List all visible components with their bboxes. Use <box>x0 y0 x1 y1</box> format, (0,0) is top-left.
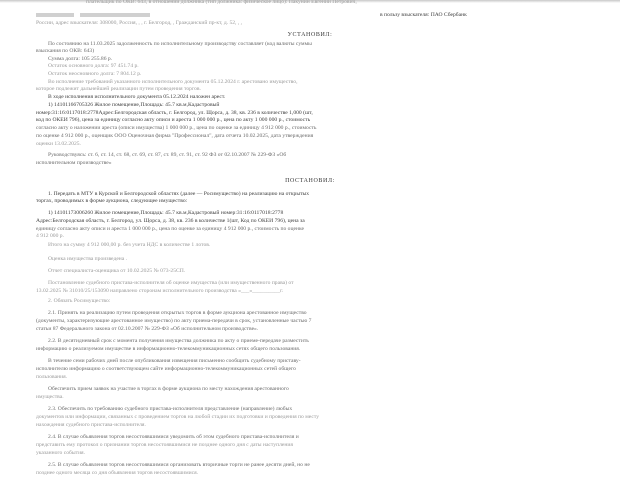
transfer-clause-cont: торгах, проводимых в форме аукциона, следующее имущество: <box>36 198 188 204</box>
debt-status-text-cont: взыскания по ОКВ: 643) <box>36 48 95 54</box>
property-item-line-4: согласно акту о наложении ареста (описи имущества) 1 000 000 р., цена по оценке за единицу 4 912 000 р., стоимость <box>36 125 317 131</box>
section-heading-established: УСТАНОВИЛ: <box>287 32 333 38</box>
section-heading-resolved: ПОСТАНОВИЛ: <box>285 178 335 184</box>
clause-2-1-cont2: статьи 87 Федерального закона от 02.10.2007 № 229-ФЗ «Об исполнительном производстве». <box>36 326 259 332</box>
transfer-clause: 1. Передать в МТУ в Курской и Белгородской областях (далее — Росимущество) на реализацию на открытых <box>48 191 310 197</box>
valuation-report-text: Отчет специалиста-оценщика от 10.02.2025 № 073-25СП. <box>48 268 186 274</box>
clause-applications: Обеспечить прием заявок на участие в торгах в форме аукциона по месту нахождения арестованного <box>48 386 289 392</box>
clause-notify-cont: исполнителю информацию о соответствующем сайте информационно-телекоммуникационных сетей общего <box>36 366 296 372</box>
claimant-address: России, адрес взыскателя: 308000, Россия, , , г. Белгород, , Гражданский пр-кт, д. 52, , , <box>36 20 243 26</box>
clause-2-4-cont2: указанного события. <box>36 450 86 456</box>
clause-notify-cont2: пользования. <box>36 374 68 380</box>
auction-item-line-3: единицу согласно акту описи и ареста 1 000 000 р., цена по оценке за единицу 4 912 000 р., стоимость по оценке <box>36 226 305 232</box>
debt-sum-fee: Остаток неосновного долга: 7 804.12 р. <box>48 71 142 77</box>
auction-item-line-1: 1) 14101173006260 Жилое помещение,Площадь: 45.7 кв.м,Кадастровый номер:31:16:0117018:2778 <box>48 210 284 216</box>
clause-2-2: 2.2. В десятидневный срок с момента получения имущества должника по акту о приеме-передаче разместить <box>48 338 309 344</box>
debt-sum-total: Сумма долга: 105 255.86 р. <box>48 56 113 62</box>
property-item-line-3: код по ОКЕИ 796), цена за единицу согласно акту описи и ареста 1 000 000 р., цена по акту 1 000 000 р., стоимость <box>36 117 311 123</box>
clause-2-4-cont: представить ему протокол о признании торгов несостоявшимися не позднее одного дня с даты наступления <box>36 442 293 448</box>
claimant-line: в пользу взыскателя: ПАО Сбербанк <box>380 12 467 18</box>
clause-2-1-cont: (документы, характеризующие арестованное имущество) по акту приема-передачи в срок, установленные частью 7 <box>36 318 312 324</box>
clause-2-5-cont: позднее одного месяца со дня объявления торгов несостоявшимися. <box>36 470 199 476</box>
clause-2-4: 2.4. В случае объявления торгов несостоявшимися уведомить об этом судебного пристава-исполнителя и <box>48 434 299 440</box>
property-item-line-1: 1) 14101166705326 Жилое помещение,Площадь: 45.7 кв.м,Кадастровый <box>48 102 220 108</box>
valuation-text: Оценка имущества произведена . <box>48 256 128 262</box>
property-item-line-5: по оценке 4 912 000 р., оценщик ООО Оценочная фирма "Профессионал", дата отчета 10.02.2025, дата утверждения <box>36 133 314 139</box>
property-item-line-6: оценки 13.02.2025. <box>36 141 81 147</box>
clause-2-3-cont: документов или информации, связанных с проведением торгов на любой стадии их подготовки и проведения по месту <box>36 414 320 420</box>
debtor-line: плательщик по ОКВ: 643, в отношении должника (тип должника: физическое лицо): Пакунин Евгений Петрович, <box>86 0 357 5</box>
clause-2-3: 2.3. Обеспечить по требованию судебного пристава-исполнителя представление (направление) любых <box>48 406 293 412</box>
legal-basis-text-cont: исполнительном производстве» <box>36 160 112 166</box>
clause-2-1: 2.1. Принять на реализацию путем проведения открытых торгов в форме аукциона арестованное имущество <box>48 310 307 316</box>
resolution-text: Постановление судебного пристава-исполнителя об оценке имущества (или имущественного права) от <box>48 280 294 286</box>
debt-sum-main: Остаток основного долга: 97 451.74 р. <box>48 63 139 69</box>
obligation-heading: 2. Обязать Росимущество: <box>48 298 111 304</box>
legal-basis-text: Руководствуясь: ст. 6, ст. 14, ст. 68, ст. 69, ст. 87, ст. 89, ст. 91, ст. 92 ФЗ от 02.10.2007 № 229-ФЗ «Об <box>48 152 287 158</box>
clause-applications-cont: имущества. <box>36 394 64 400</box>
auction-item-line-2: Адрес:Белгородская область, г. Белгород, ул. Щорса, д. 38, кв. 236 в количестве 1(шт, Код по ОКЕИ 796), цена за <box>36 218 305 224</box>
clause-2-3-cont2: нахождения судебного пристава-исполнителя. <box>36 422 146 428</box>
redacted-text <box>36 12 150 18</box>
resolution-text-cont: 13.02.2025 № 31010/25/153090 направлено сторонам исполнительного производства «___»__________г. <box>36 288 284 294</box>
clause-2-5: 2.5. В случае объявления торгов несостоявшимися организовать вторичные торги не ранее десяти дней, но не <box>48 462 310 468</box>
auction-item-line-4: 4 912 000 р. <box>36 233 64 239</box>
clause-2-2-cont: информацию о реализуемом имуществе в информационно-телекоммуникационных сетях общего пользования. <box>36 346 301 352</box>
property-item-line-2: номер:31:16:0117018:2778Адрес:Белгородская область, г. Белгород, ул. Щорса, д. 38, кв. 236 в количестве 1,000 (шт, <box>36 110 313 116</box>
debt-status-text: По состоянию на 11.03.2025 задолженность по исполнительному производству составляет (код валюты суммы <box>48 41 312 47</box>
arrest-text-cont: которое подлежит дальнейшей реализации путем проведения торгов. <box>36 86 201 92</box>
clause-notify: В течение семи рабочих дней после опубликования извещения письменно сообщить судебному приставу- <box>48 358 301 364</box>
arrest-text: Во исполнение требований указанного исполнительного документа 05.12.2024 г. арестовано имущество, <box>48 79 298 85</box>
total-sum-text: Итого на сумму 4 912 000,00 р. без учета НДС в количестве 1 лотов. <box>48 242 211 248</box>
arrest-imposed-text: В ходе исполнения исполнительного документа 05.12.2024 наложен арест. <box>48 94 226 100</box>
